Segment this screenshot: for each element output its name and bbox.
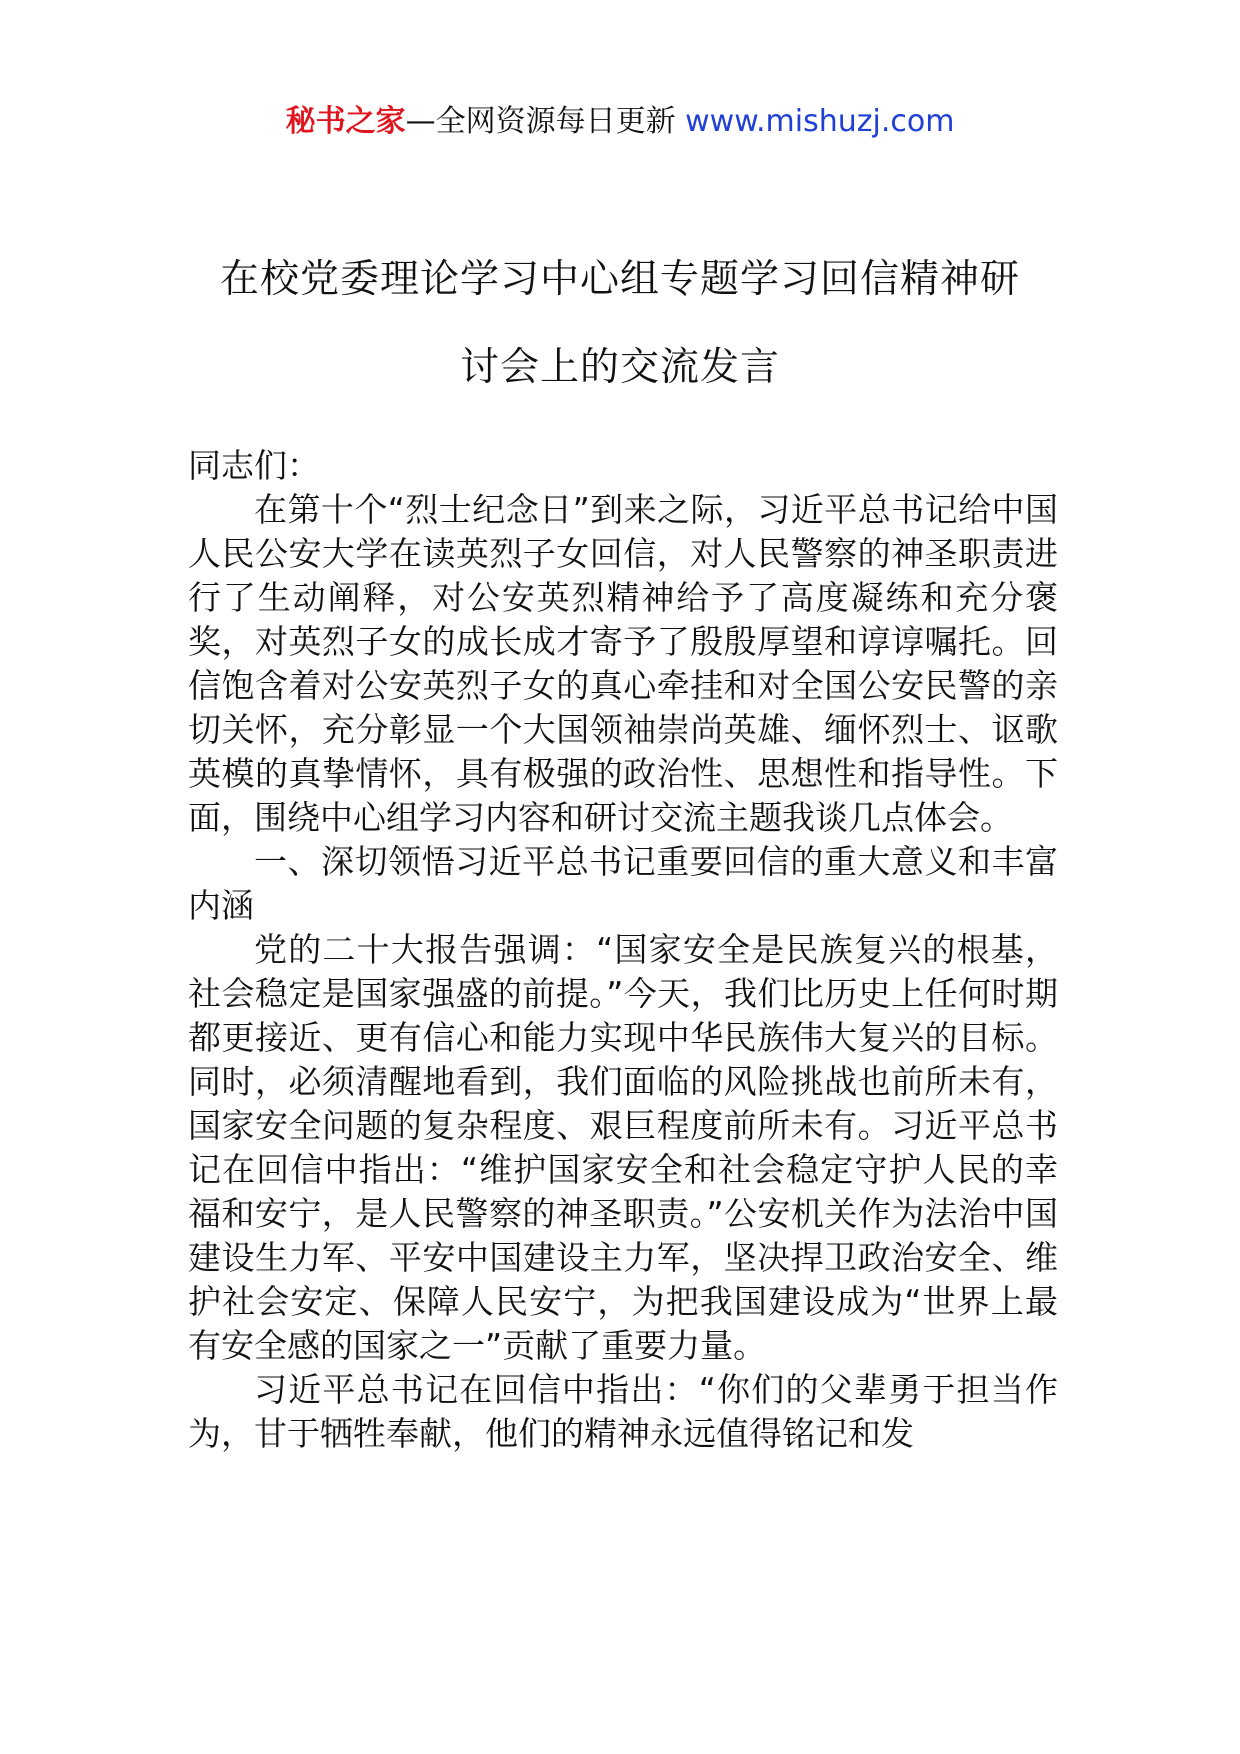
section-heading-1: 一、深切领悟习近平总书记重要回信的重大意义和丰富内涵: [188, 842, 1058, 925]
paragraph-intro: 在第十个“烈士纪念日”到来之际，习近平总书记给中国人民公安大学在读英烈子女回信，对人民警察的神圣职责进行了生动阐释，对公安英烈精神给予了高度凝练和充分褒奖，对英烈子女的成长成才寄予了殷殷厚望和谆谆嘱托。回信饱含着对公安英烈子女的真心牵挂和对全国公安民警的亲切关怀，充分彰显一个大国领袖崇尚英雄、缅怀烈士、讴歌英模的真挚情怀，具有极强的政治性、思想性和指导性。下面，围绕中心组学习内容和研讨交流主题我谈几点体会。: [188, 490, 1058, 837]
document-title: [150, 236, 1090, 412]
site-url-link[interactable]: www.mishuzj.com: [685, 104, 955, 139]
site-header: [0, 100, 1240, 144]
title-line-2: 讨会上的交流发言: [459, 345, 780, 390]
paragraph-section-1: 党的二十大报告强调：“国家安全是民族复兴的根基，社会稳定是国家强盛的前提。”今天，我们比历史上任何时期都更接近、更有信心和能力实现中华民族伟大复兴的目标。同时，必须清醒地看到，我们面临的风险挑战也前所未有，国家安全问题的复杂程度、艰巨程度前所未有。习近平总书记在回信中指出：“维护国家安全和社会稳定守护人民的幸福和安宁，是人民警察的神圣职责。”公安机关作为法治中国建设生力军、平安中国建设主力军，坚决捍卫政治安全、维护社会安定、保障人民安宁，为把我国建设成为“世界上最有安全感的国家之一”贡献了重要力量。: [188, 930, 1058, 1365]
salutation: 同志们：: [188, 446, 320, 485]
document-body: [188, 444, 1058, 1456]
paragraph-section-1-continued: 习近平总书记在回信中指出：“你们的父辈勇于担当作为，甘于牺牲奉献，他们的精神永远值得铭记和发: [188, 1370, 1058, 1453]
site-tagline: —全网资源每日更新: [405, 104, 676, 139]
site-brand: 秘书之家: [285, 104, 406, 139]
title-line-1: 在校党委理论学习中心组专题学习回信精神研: [219, 257, 1020, 302]
